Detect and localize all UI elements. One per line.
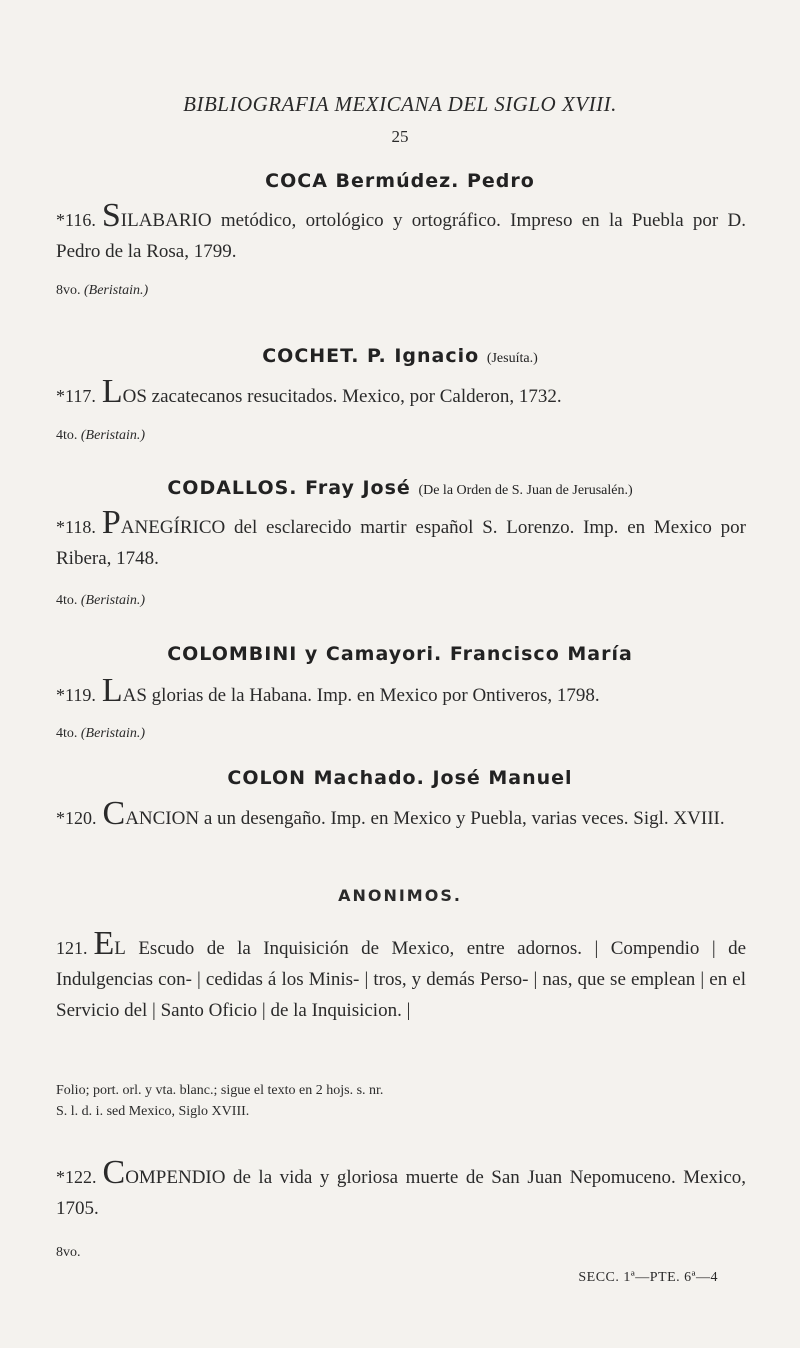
entry-source: (Beristain.): [80, 428, 146, 443]
entry-number: *116.: [56, 210, 96, 230]
drop-initial: E: [93, 925, 115, 962]
entry-format: 4to. (Beristain.): [56, 726, 146, 741]
drop-initial: S: [101, 197, 121, 234]
drop-initial: L: [101, 672, 123, 709]
drop-initial: C: [102, 795, 126, 832]
entry-collation: Folio; port. orl. y vta. blanc.; sigue el texto en 2 hojs. s. nr. S. l. d. i. sed Mexico, Siglo XVIII.: [56, 1083, 384, 1119]
entry-format: 8vo. (Beristain.): [56, 283, 149, 298]
bibliography-entry: 121. EL Escudo de la Inquisición de Mexico, entre adornos. | Compendio | de Indulgencias con- | cedidas á los Minis- | tros, y demás Perso- | nas, que se emplean | en el Servicio del | Santo Oficio | de la Inquisicion. |: [56, 925, 746, 1021]
entry-format: 4to. (Beristain.): [56, 428, 146, 443]
entry-format: 4to. (Beristain.): [56, 593, 146, 608]
author-heading: COCHET. P. Ignacio (Jesuíta.): [262, 345, 538, 367]
running-title: BIBLIOGRAFIA MEXICANA DEL SIGLO XVIII.: [183, 92, 617, 116]
entry-source: (Beristain.): [80, 593, 146, 608]
entry-number: *118.: [56, 517, 96, 537]
bibliography-entry: *122. COMPENDIO de la vida y gloriosa muerte de San Juan Nepomuceno. Mexico, 1705.: [56, 1154, 747, 1219]
drop-initial: P: [101, 504, 121, 541]
bibliography-entry: *119. LAS glorias de la Habana. Imp. en Mexico por Ontiveros, 1798.: [56, 672, 600, 709]
bibliography-entry: *118. PANEGÍRICO del esclarecido martir español S. Lorenzo. Imp. en Mexico por Ribera, 1748.: [56, 504, 747, 569]
entry-text: metódico, ortológico y ortográfico. Impreso en la Puebla por D. Pedro de la Rosa, 1799.: [56, 210, 747, 262]
author-heading: COLON Machado. José Manuel: [227, 767, 573, 789]
entry-text: de la vida y gloriosa muerte de San Juan Nepomuceno. Mexico, 1705.: [56, 1167, 747, 1219]
section-heading: ANONIMOS.: [338, 886, 462, 905]
entry-source: (Beristain.): [80, 726, 146, 741]
entry-number: *122.: [56, 1167, 97, 1187]
entry-number: *117.: [56, 386, 96, 406]
author-heading: CODALLOS. Fray José (De la Orden de S. Juan de Jerusalén.): [167, 477, 633, 499]
entry-text: zacatecanos resucitados. Mexico, por Calderon, 1732.: [151, 386, 562, 407]
entry-number: *120.: [56, 808, 97, 828]
entry-text: del esclarecido martir español S. Lorenzo. Imp. en Mexico por Ribera, 1748.: [56, 517, 747, 569]
signature-mark: SECC. 1ª—PTE. 6ª—4: [578, 1270, 718, 1285]
bibliography-entry: *116. SILABARIO metódico, ortológico y ortográfico. Impreso en la Puebla por D. Pedro de la Rosa, 1799.: [56, 197, 747, 262]
bibliography-entry: *120. CANCION a un desengaño. Imp. en Mexico y Puebla, varias veces. Sigl. XVIII.: [56, 795, 725, 832]
drop-initial: L: [101, 373, 123, 410]
author-heading: COCA Bermúdez. Pedro: [265, 170, 535, 192]
entry-text: a un desengaño. Imp. en Mexico y Puebla, varias veces. Sigl. XVIII.: [203, 808, 725, 829]
author-heading: COLOMBINI y Camayori. Francisco María: [167, 643, 633, 665]
entry-number: *119.: [56, 685, 96, 705]
entry-format: 8vo.: [56, 1245, 81, 1260]
entry-number: 121.: [56, 938, 88, 958]
entry-text: Escudo de la Inquisición de Mexico, entre adornos. | Compendio | de Indulgencias con- | cedidas á los Minis- | tros, y demás Perso- | nas, que se emplean | en el Servicio del | Santo Oficio | de la Inquisicion. |: [56, 938, 746, 1021]
entry-source: (Beristain.): [84, 283, 149, 298]
drop-initial: C: [102, 1154, 126, 1191]
bibliography-entry: *117. LOS zacatecanos resucitados. Mexico, por Calderon, 1732.: [56, 373, 562, 410]
entry-text: glorias de la Habana. Imp. en Mexico por Ontiveros, 1798.: [151, 685, 600, 706]
page-number: 25: [391, 127, 409, 146]
